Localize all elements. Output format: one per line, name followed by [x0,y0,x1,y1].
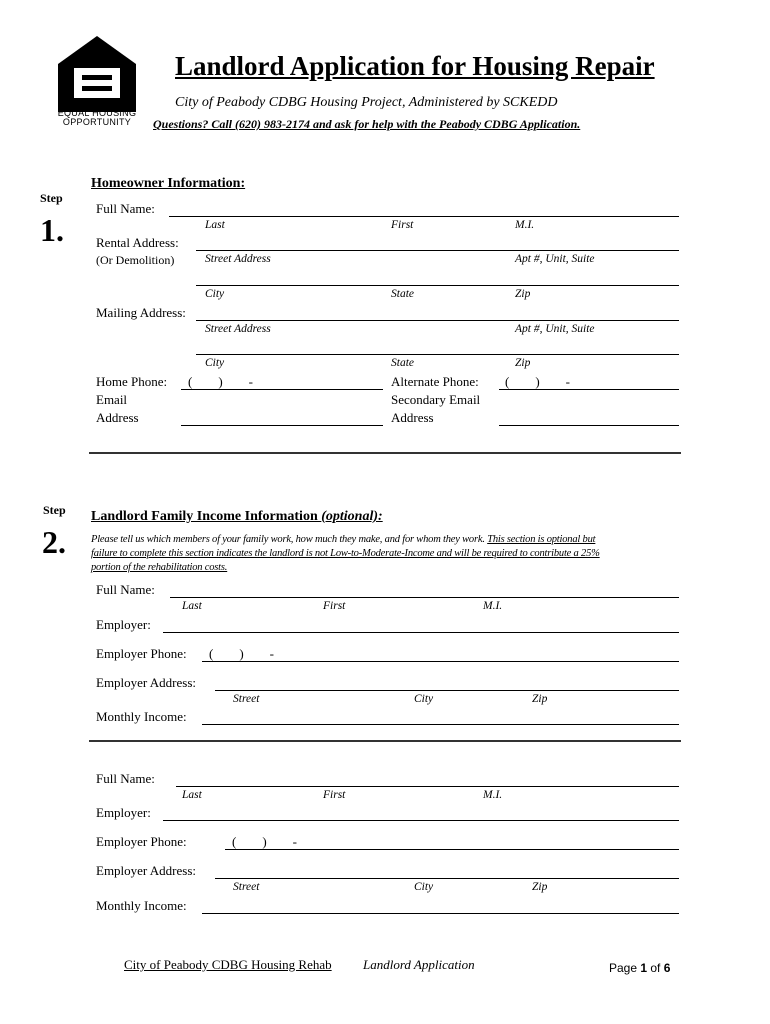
monthly-income-field[interactable] [202,724,679,725]
page-title: Landlord Application for Housing Repair [175,51,655,81]
employer2-phone-field[interactable] [225,849,679,850]
employer2-phone-label: Employer Phone: [96,834,187,849]
mailing-city-caption: City [205,357,225,369]
step1-number: 1. [40,212,64,248]
income-heading [91,510,383,524]
income-mi-caption: M.I. [483,600,503,612]
employer-address-field[interactable] [215,690,679,691]
city-caption: City [205,288,225,300]
income-intro-line3: portion of the rehabilitation costs. [91,562,228,573]
employer-phone-label: Employer Phone: [96,646,187,661]
employer-address-label: Employer Address: [96,675,197,690]
secondary-email-field[interactable] [499,425,679,426]
employer-street-caption: Street [233,693,260,705]
email-label-2: Address [96,410,139,425]
income2-full-name-field[interactable] [176,786,679,787]
monthly-income2-field[interactable] [202,913,679,914]
zip-caption: Zip [515,288,531,300]
monthly-income-label: Monthly Income: [96,709,187,724]
mailing-city-field[interactable] [196,354,679,355]
questions-line: Questions? Call (620) 983-2174 and ask for help with the Peabody CDBG Application. [153,117,581,131]
page-of: of [647,961,664,975]
email-label-1: Email [96,392,128,407]
equal-housing-house-icon [52,34,142,114]
footer-mid: Landlord Application [363,957,475,972]
employer2-label: Employer: [96,805,151,820]
street-caption: Street Address [205,253,271,265]
apt-caption: Apt #, Unit, Suite [515,253,595,265]
sec-email-label-2: Address [391,410,434,425]
income2-mi-caption: M.I. [483,789,503,801]
mailing-address-label: Mailing Address: [96,305,186,320]
alt-phone-mask: ( ) - [505,374,570,389]
state-caption: State [391,288,414,300]
full-name-field[interactable] [169,216,679,217]
logo-line2: OPPORTUNITY [62,117,132,127]
page-number [609,962,670,974]
home-phone-field[interactable] [181,389,383,390]
employer-zip-caption: Zip [532,693,548,705]
mailing-state-caption: State [391,357,414,369]
monthly-income2-label: Monthly Income: [96,898,187,913]
email-field[interactable] [181,425,383,426]
page-current: 1 [640,961,648,975]
first-caption: First [391,219,414,231]
rental-address-sub: (Or Demolition) [96,253,175,267]
income2-last-caption: Last [182,789,202,801]
employer2-city-caption: City [414,881,434,893]
logo-line1: EQUAL HOUSING [57,108,137,118]
step2-label: Step [43,503,66,517]
income-heading-optional: (optional): [321,509,383,524]
employer-city-caption: City [414,693,434,705]
income-heading-text: Landlord Family Income Information [91,509,322,524]
equal-housing-logo [52,34,142,130]
rental-street-field[interactable] [196,250,679,251]
employer-label: Employer: [96,617,151,632]
mailing-street-field[interactable] [196,320,679,321]
page-total: 6 [663,961,671,975]
employer-phone-field[interactable] [202,661,679,662]
employer2-zip-caption: Zip [532,881,548,893]
employer-phone-mask: ( ) - [209,646,274,661]
last-caption: Last [205,219,225,231]
employer2-field[interactable] [163,820,679,821]
income-first-caption: First [323,600,346,612]
income-full-name-field[interactable] [170,597,679,598]
income-intro-line2: failure to complete this section indicates the landlord is not Low-to-Moderate-Income and will be required to contribute a 25% [91,548,600,559]
employer2-street-caption: Street [233,881,260,893]
alt-phone-field[interactable] [499,389,679,390]
income-intro-line1 [91,535,595,546]
income2-full-name-label: Full Name: [96,771,155,786]
page-prefix: Page [609,961,641,975]
footer-left: City of Peabody CDBG Housing Rehab [124,957,332,972]
employer2-address-field[interactable] [215,878,679,879]
section-divider [89,452,681,454]
income2-first-caption: First [323,789,346,801]
homeowner-heading: Homeowner Information: [91,176,246,191]
mailing-zip-caption: Zip [515,357,531,369]
step2-number: 2. [42,524,66,560]
income-divider [89,740,681,742]
mi-caption: M.I. [515,219,535,231]
home-phone-label: Home Phone: [96,374,168,389]
income-full-name-label: Full Name: [96,582,155,597]
intro-underlined-1: This section is optional but [487,534,596,545]
employer2-phone-mask: ( ) - [232,834,297,849]
intro-plain: Please tell us which members of your family work, how much they make, and for whom they work. [91,534,488,545]
full-name-label: Full Name: [96,201,155,216]
income-last-caption: Last [182,600,202,612]
mailing-street-caption: Street Address [205,323,271,335]
rental-city-field[interactable] [196,285,679,286]
sec-email-label-1: Secondary Email [391,392,481,407]
home-phone-mask: ( ) - [188,374,253,389]
subtitle: City of Peabody CDBG Housing Project, Administered by SCKEDD [175,95,558,110]
step1-label: Step [40,191,63,205]
employer-field[interactable] [163,632,679,633]
employer2-address-label: Employer Address: [96,863,197,878]
mailing-apt-caption: Apt #, Unit, Suite [515,323,595,335]
alt-phone-label: Alternate Phone: [391,374,479,389]
rental-address-label: Rental Address: [96,235,179,250]
